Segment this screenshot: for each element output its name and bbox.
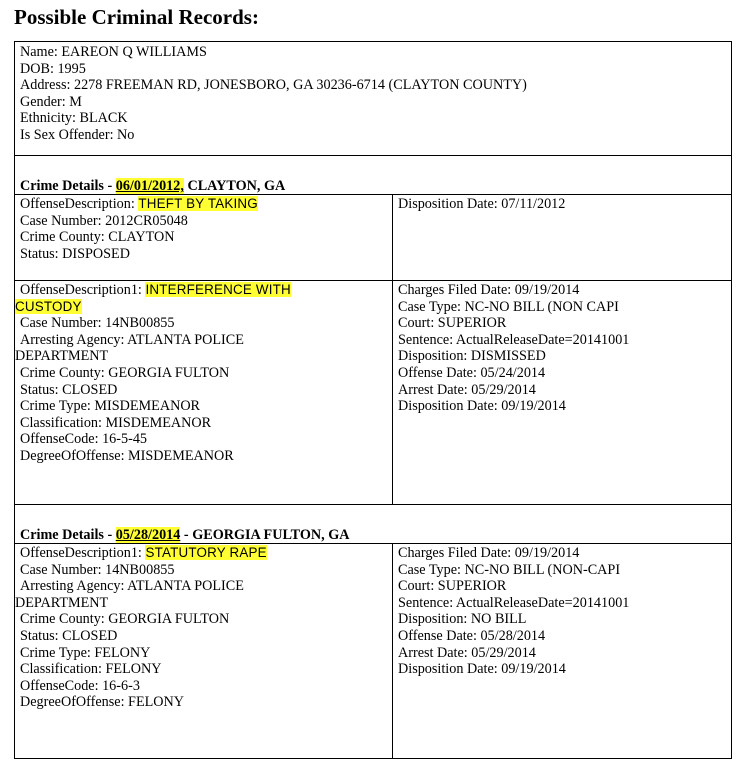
person-info	[20, 44, 720, 144]
crime-county: Crime County: CLAYTON	[20, 229, 175, 246]
offense-date: Offense Date: 05/28/2014	[398, 627, 546, 644]
status: Status: CLOSED	[20, 627, 118, 644]
crime-header-location: CLAYTON, GA	[183, 178, 286, 194]
arrest-date: Arrest Date: 05/29/2014	[398, 381, 536, 398]
divider	[15, 543, 731, 544]
person-ethnicity: Ethnicity: BLACK	[20, 110, 128, 127]
classification: Classification: MISDEMEANOR	[20, 414, 212, 431]
crime-2-left	[15, 282, 390, 465]
offense-highlight: STATUTORY RAPE	[145, 545, 267, 560]
crime-header-prefix: Crime Details -	[20, 527, 116, 543]
crime-details-header-2	[20, 527, 720, 544]
person-gender: Gender: M	[20, 93, 82, 110]
court: Court: SUPERIOR	[398, 315, 507, 332]
crime-3-right	[398, 545, 728, 678]
offense-code: OffenseCode: 16-6-3	[20, 677, 140, 694]
crime-type: Crime Type: FELONY	[20, 644, 151, 661]
disposition-date: Disposition Date: 09/19/2014	[398, 398, 566, 415]
arresting-agency: Arresting Agency: ATLANTA POLICE	[20, 578, 244, 595]
offense-highlight: INTERFERENCE WITH	[145, 282, 291, 297]
page-title: Possible Criminal Records:	[14, 5, 259, 29]
offense-highlight-cont: CUSTODY	[15, 298, 82, 314]
crime-1-left	[20, 196, 390, 262]
case-number: Case Number: 14NB00855	[20, 315, 175, 332]
offense-code: OffenseCode: 16-5-45	[20, 431, 148, 448]
divider	[15, 504, 731, 505]
offense-label: OffenseDescription1:	[20, 282, 146, 298]
person-sex-offender: Is Sex Offender: No	[20, 126, 135, 143]
disposition: Disposition: DISMISSED	[398, 348, 546, 365]
case-type: Case Type: NC-NO BILL (NON CAPI	[398, 298, 619, 315]
case-number: Case Number: 14NB00855	[20, 561, 175, 578]
person-address: Address: 2278 FREEMAN RD, JONESBORO, GA 30236-6714 (CLAYTON COUNTY)	[20, 77, 527, 94]
crime-header-date: 06/01/2012,	[115, 178, 184, 194]
crime-county: Crime County: GEORGIA FULTON	[20, 364, 230, 381]
offense-date: Offense Date: 05/24/2014	[398, 364, 546, 381]
crime-2-right	[398, 282, 728, 415]
arrest-date: Arrest Date: 05/29/2014	[398, 644, 536, 661]
disposition-date: Disposition Date: 09/19/2014	[398, 661, 566, 678]
column-divider	[392, 280, 393, 504]
charges-filed-date: Charges Filed Date: 09/19/2014	[398, 282, 580, 298]
arresting-agency-cont: DEPARTMENT	[15, 594, 109, 611]
status: Status: DISPOSED	[20, 245, 130, 262]
divider	[15, 280, 731, 281]
charges-filed-date: Charges Filed Date: 09/19/2014	[398, 545, 580, 561]
crime-header-location: - GEORGIA FULTON, GA	[180, 527, 350, 543]
degree-of-offense: DegreeOfOffense: FELONY	[20, 694, 185, 711]
records-table	[14, 41, 732, 759]
arresting-agency-cont: DEPARTMENT	[15, 348, 109, 365]
offense-label: OffenseDescription1:	[20, 545, 146, 561]
crime-header-prefix: Crime Details -	[20, 178, 116, 194]
degree-of-offense: DegreeOfOffense: MISDEMEANOR	[20, 447, 234, 464]
sentence: Sentence: ActualReleaseDate=20141001	[398, 594, 630, 611]
arresting-agency: Arresting Agency: ATLANTA POLICE	[20, 331, 244, 348]
classification: Classification: FELONY	[20, 661, 162, 678]
crime-details-header-1	[20, 178, 720, 195]
person-dob: DOB: 1995	[20, 60, 86, 77]
offense-label: OffenseDescription:	[20, 196, 139, 212]
case-type: Case Type: NC-NO BILL (NON-CAPI	[398, 561, 621, 578]
divider	[15, 155, 731, 156]
crime-header-date: 05/28/2014	[115, 527, 181, 543]
crime-type: Crime Type: MISDEMEANOR	[20, 398, 201, 415]
person-name: Name: EAREON Q WILLIAMS	[20, 44, 207, 60]
case-number: Case Number: 2012CR05048	[20, 212, 188, 229]
crime-county: Crime County: GEORGIA FULTON	[20, 611, 230, 628]
divider	[15, 194, 731, 195]
column-divider	[392, 194, 393, 280]
crime-1-right	[398, 196, 728, 213]
offense-highlight: THEFT BY TAKING	[138, 196, 258, 211]
status: Status: CLOSED	[20, 381, 118, 398]
sentence: Sentence: ActualReleaseDate=20141001	[398, 331, 630, 348]
crime-3-left	[15, 545, 390, 711]
disposition-date: Disposition Date: 07/11/2012	[398, 196, 566, 212]
disposition: Disposition: NO BILL	[398, 611, 527, 628]
court: Court: SUPERIOR	[398, 578, 507, 595]
column-divider	[392, 543, 393, 759]
